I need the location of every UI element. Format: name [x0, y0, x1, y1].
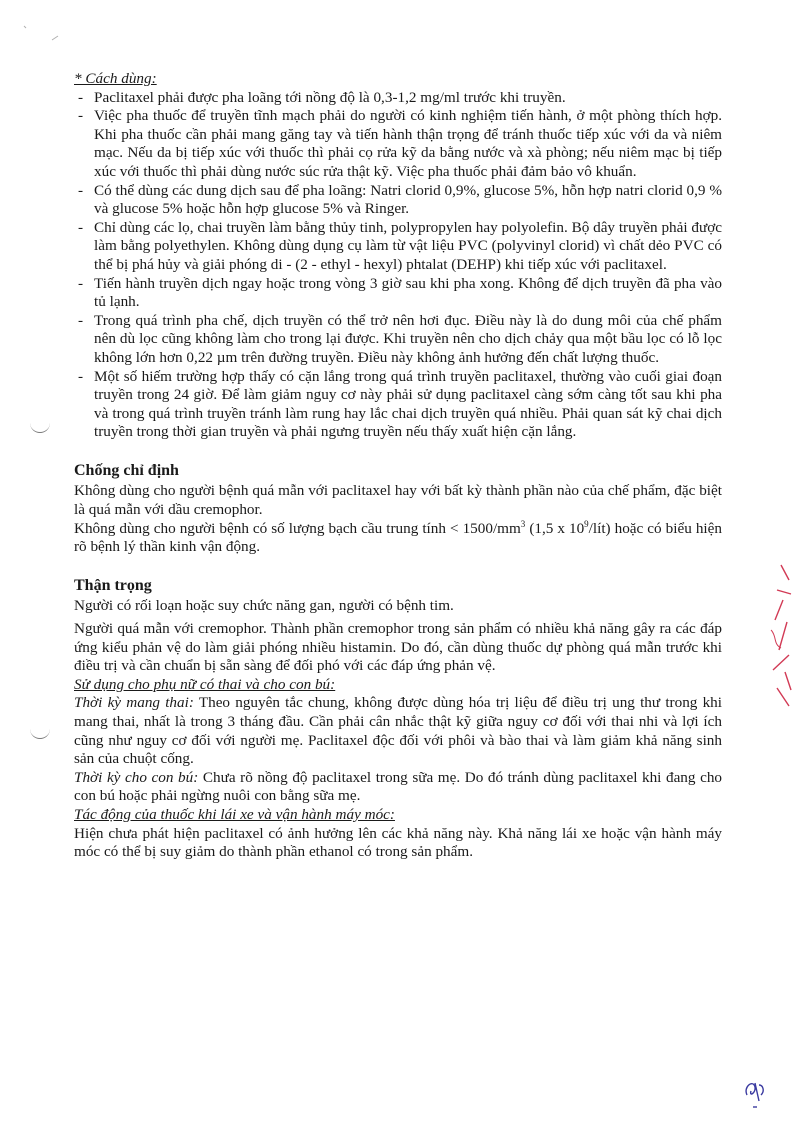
- contra-sup-1: 3: [520, 518, 526, 529]
- pregnancy-paragraph: [74, 694, 722, 768]
- contraindications-paragraph-2: [74, 520, 722, 557]
- driving-heading: Tác động của thuốc khi lái xe và vận hành máy móc:: [74, 805, 395, 823]
- list-item: - Có thể dùng các dung dịch sau để pha loãng: Natri clorid 0,9%, glucose 5%, hỗn hợp natri clorid 0,9 % và glucose 5% hoặc hỗn hợp glucose 5% và Ringer.: [74, 182, 722, 219]
- usage-heading: * Cách dùng:: [74, 70, 157, 87]
- list-item: - Một số hiếm trường hợp thấy có cặn lắng trong quá trình truyền paclitaxel, thường vào cuối giai đoạn truyền trong 24 giờ. Để làm giảm nguy cơ này phải sử dụng paclitaxel càng sớm càng tốt sau khi pha và trong quá trình truyền tránh làm rung hay lắc chai dịch truyền quá nhiều. Phải quan sát kỹ chai dịch truyền trong thời gian truyền và phải ngưng truyền nếu thấy xuất hiện cặn lắng.: [74, 368, 722, 442]
- punch-hole-mark: [30, 726, 50, 739]
- contraindications-paragraph-1: Không dùng cho người bệnh quá mẫn với paclitaxel hay với bất kỳ thành phần nào của chế phẩm, đặc biệt là quá mẫn với dầu cremophor.: [74, 482, 722, 519]
- scan-speck-icon: [22, 22, 62, 46]
- pregnancy-text: Theo nguyên tắc chung, không được dùng hóa trị liệu để điều trị ung thư trong khi mang thai, nhất là trong 3 tháng đầu. Cần phải cân nhắc thật kỹ giữa nguy cơ đối với thai nhi và lợi ích cũng như nguy cơ đối với người mẹ. Paclitaxel độc đối với phôi và bào thai và làm giảm khả năng sinh sản của chuột cống.: [74, 694, 722, 768]
- contraindications-title: Chống chỉ định: [74, 461, 179, 479]
- precautions-title: Thận trọng: [74, 576, 152, 594]
- list-item: - Trong quá trình pha chế, dịch truyền có thể trở nên hơi đục. Điều này là do dung môi của chế phẩm nên dù lọc cũng không làm cho trong lại được. Khi truyền nên cho dịch chảy qua một bầu lọc có lỗ lọc không lớn hơn 0,22 µm trên đường truyền. Điều này không ảnh hưởng đến chất lượng thuốc.: [74, 312, 722, 368]
- contra-text-a: Không dùng cho người bệnh có số lượng bạch cầu trung tính < 1500/mm: [74, 519, 521, 537]
- driving-paragraph: Hiện chưa phát hiện paclitaxel có ảnh hưởng lên các khả năng này. Khả năng lái xe hoặc vận hành máy móc có thể bị suy giảm do thành phần ethanol có trong sản phẩm.: [74, 824, 722, 861]
- lactation-lead: Thời kỳ cho con bú:: [74, 768, 199, 786]
- lactation-paragraph: [74, 769, 722, 806]
- contra-sup-2: 9: [584, 518, 589, 529]
- list-item: - Paclitaxel phải được pha loãng tới nồng độ là 0,3-1,2 mg/ml trước khi truyền.: [74, 89, 722, 108]
- document-page: [74, 70, 722, 862]
- handwritten-mark-icon: [741, 1073, 769, 1113]
- red-stamp-icon: [763, 560, 793, 710]
- punch-hole-mark: [30, 420, 50, 433]
- precautions-paragraph-2: Người quá mẫn với cremophor. Thành phần cremophor trong sản phẩm có nhiều khả năng gây ra các đáp ứng kiểu phản vệ do làm giải phóng nhiều histamin. Do đó, cần dùng thuốc dự phòng quá mẫn trước khi điều trị và cần chuẩn bị sẵn sàng để đối phó với các đáp ứng phản vệ.: [74, 620, 722, 675]
- precautions-paragraph-1: Người có rối loạn hoặc suy chức năng gan, người có bệnh tim.: [74, 597, 454, 615]
- pregnancy-heading: Sử dụng cho phụ nữ có thai và cho con bú:: [74, 675, 336, 693]
- usage-list: [74, 89, 722, 442]
- list-item: - Việc pha thuốc để truyền tĩnh mạch phải do người có kinh nghiệm tiến hành, ở một phòng thích hợp. Khi pha thuốc cần phải mang găng tay và tiến hành thận trọng để tránh thuốc tiếp xúc với da và niêm mạc. Nếu da bị tiếp xúc với thuốc thì phải cọ rửa kỹ da bằng nước và xà phòng; nếu niêm mạc bị tiếp xúc với thuốc thì phải dùng nước súc rửa thật kỹ. Việc pha thuốc phải đảm bảo vô khuẩn.: [74, 107, 722, 181]
- contra-text-b: (1,5 x 10: [525, 519, 585, 537]
- pregnancy-lead: Thời kỳ mang thai:: [74, 694, 194, 712]
- list-item: - Tiến hành truyền dịch ngay hoặc trong vòng 3 giờ sau khi pha xong. Không để dịch truyền đã pha vào tủ lạnh.: [74, 275, 722, 312]
- list-item: - Chỉ dùng các lọ, chai truyền làm bằng thủy tinh, polypropylen hay polyolefin. Bộ dây truyền phải được làm bằng polyethylen. Không dùng dụng cụ làm từ vật liệu PVC (polyvinyl clorid) vì chất dẻo PVC có thể bị phá hủy và giải phóng di - (2 - ethyl - hexyl) phtalat (DEHP) khi tiếp xúc với paclitaxel.: [74, 219, 722, 275]
- lactation-text: Chưa rõ nồng độ paclitaxel trong sữa mẹ. Do đó tránh dùng paclitaxel khi đang cho con bú hoặc phải ngừng nuôi con bằng sữa mẹ.: [74, 768, 723, 805]
- contra-text-c: /lít) hoặc có biểu hiện rõ bệnh lý thần kinh vận động.: [74, 519, 722, 556]
